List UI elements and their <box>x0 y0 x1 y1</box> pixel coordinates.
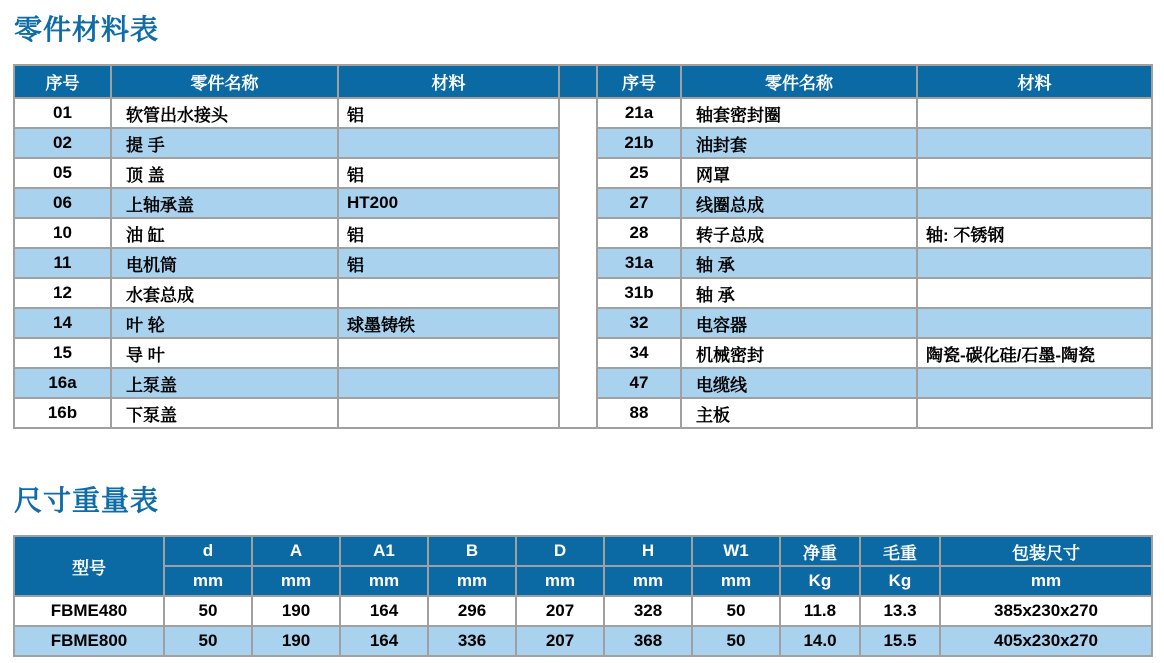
part-no-cell: 05 <box>14 158 111 188</box>
part-material-cell: 陶瓷-碳化硅/石墨-陶瓷 <box>917 338 1152 368</box>
part-no-cell: 12 <box>14 278 111 308</box>
part-material-cell <box>917 98 1152 128</box>
parts-table-header-row <box>14 65 1152 98</box>
separator-cell <box>559 218 597 248</box>
part-material-cell <box>917 128 1152 158</box>
part-material-cell <box>917 308 1152 338</box>
dims-col-label: d <box>164 536 252 566</box>
parts-table-row <box>14 368 1152 398</box>
part-material-cell <box>338 338 559 368</box>
part-material-cell <box>338 398 559 428</box>
col-header-name-right: 零件名称 <box>681 65 917 98</box>
dims-header-units-row <box>14 566 1152 596</box>
col-header-no-right: 序号 <box>597 65 681 98</box>
part-material-cell <box>917 158 1152 188</box>
parts-table-title: 零件材料表 <box>14 14 160 45</box>
value-cell: 328 <box>604 596 692 626</box>
separator-cell <box>559 278 597 308</box>
part-name-cell: 转子总成 <box>681 218 917 248</box>
part-material-cell: 铝 <box>338 98 559 128</box>
part-name-cell: 电缆线 <box>681 368 917 398</box>
part-material-cell <box>917 248 1152 278</box>
part-name-cell: 叶 轮 <box>111 308 338 338</box>
part-name-cell: 软管出水接头 <box>111 98 338 128</box>
col-header-name-left: 零件名称 <box>111 65 338 98</box>
model-cell: FBME800 <box>14 626 164 656</box>
part-no-cell: 34 <box>597 338 681 368</box>
value-cell: 368 <box>604 626 692 656</box>
part-material-cell <box>338 278 559 308</box>
value-cell: 50 <box>692 596 780 626</box>
part-no-cell: 47 <box>597 368 681 398</box>
part-material-cell: 铝 <box>338 218 559 248</box>
part-no-cell: 32 <box>597 308 681 338</box>
value-cell: 13.3 <box>860 596 940 626</box>
col-header-model: 型号 <box>14 536 164 596</box>
parts-table-row <box>14 188 1152 218</box>
dims-col-unit: Kg <box>780 566 860 596</box>
value-cell: 190 <box>252 596 340 626</box>
part-name-cell: 水套总成 <box>111 278 338 308</box>
dims-col-label: B <box>428 536 516 566</box>
dims-col-label: 包装尺寸 <box>940 536 1152 566</box>
part-material-cell <box>917 398 1152 428</box>
value-cell: 296 <box>428 596 516 626</box>
separator-cell <box>559 248 597 278</box>
part-no-cell: 31b <box>597 278 681 308</box>
part-name-cell: 轴 承 <box>681 278 917 308</box>
part-no-cell: 10 <box>14 218 111 248</box>
parts-table-row <box>14 338 1152 368</box>
parts-table-row <box>14 398 1152 428</box>
part-no-cell: 88 <box>597 398 681 428</box>
value-cell: 164 <box>340 596 428 626</box>
dims-col-label: D <box>516 536 604 566</box>
part-material-cell <box>338 128 559 158</box>
separator-cell <box>559 128 597 158</box>
value-cell: 190 <box>252 626 340 656</box>
part-material-cell: 球墨铸铁 <box>338 308 559 338</box>
value-cell: 50 <box>164 626 252 656</box>
part-no-cell: 16a <box>14 368 111 398</box>
part-material-cell: 轴: 不锈钢 <box>917 218 1152 248</box>
parts-material-table <box>13 64 1153 429</box>
model-cell: FBME480 <box>14 596 164 626</box>
separator-cell <box>559 188 597 218</box>
col-header-no-left: 序号 <box>14 65 111 98</box>
dims-col-unit: mm <box>164 566 252 596</box>
dims-col-label: W1 <box>692 536 780 566</box>
part-no-cell: 11 <box>14 248 111 278</box>
part-name-cell: 油 缸 <box>111 218 338 248</box>
separator-cell <box>559 98 597 128</box>
part-no-cell: 14 <box>14 308 111 338</box>
part-material-cell: 铝 <box>338 248 559 278</box>
dimensions-weight-table <box>13 535 1153 657</box>
value-cell: 164 <box>340 626 428 656</box>
part-name-cell: 电容器 <box>681 308 917 338</box>
part-no-cell: 15 <box>14 338 111 368</box>
value-cell: 14.0 <box>780 626 860 656</box>
dims-col-label: A <box>252 536 340 566</box>
part-no-cell: 31a <box>597 248 681 278</box>
part-name-cell: 线圈总成 <box>681 188 917 218</box>
part-name-cell: 提 手 <box>111 128 338 158</box>
part-name-cell: 下泵盖 <box>111 398 338 428</box>
part-no-cell: 02 <box>14 128 111 158</box>
part-name-cell: 导 叶 <box>111 338 338 368</box>
separator-column-header <box>559 65 597 98</box>
dims-col-unit: mm <box>604 566 692 596</box>
parts-table-row <box>14 308 1152 338</box>
part-no-cell: 06 <box>14 188 111 218</box>
dims-col-unit: mm <box>428 566 516 596</box>
dims-col-unit: mm <box>516 566 604 596</box>
separator-cell <box>559 368 597 398</box>
part-name-cell: 上轴承盖 <box>111 188 338 218</box>
separator-cell <box>559 338 597 368</box>
part-material-cell <box>338 368 559 398</box>
parts-table-row <box>14 158 1152 188</box>
part-name-cell: 主板 <box>681 398 917 428</box>
value-cell: 336 <box>428 626 516 656</box>
part-material-cell <box>917 188 1152 218</box>
dims-table-body <box>14 596 1152 656</box>
part-no-cell: 27 <box>597 188 681 218</box>
dims-col-label: 毛重 <box>860 536 940 566</box>
part-no-cell: 28 <box>597 218 681 248</box>
dims-col-label: A1 <box>340 536 428 566</box>
part-material-cell <box>917 278 1152 308</box>
value-cell: 405x230x270 <box>940 626 1152 656</box>
part-name-cell: 顶 盖 <box>111 158 338 188</box>
dims-col-unit: mm <box>940 566 1152 596</box>
value-cell: 207 <box>516 596 604 626</box>
dims-table-row <box>14 626 1152 656</box>
parts-table-row <box>14 248 1152 278</box>
dimensions-table-title: 尺寸重量表 <box>14 485 160 516</box>
dims-col-unit: Kg <box>860 566 940 596</box>
value-cell: 50 <box>164 596 252 626</box>
part-no-cell: 16b <box>14 398 111 428</box>
dims-table-row <box>14 596 1152 626</box>
part-no-cell: 21b <box>597 128 681 158</box>
part-no-cell: 25 <box>597 158 681 188</box>
col-header-material-left: 材料 <box>338 65 559 98</box>
separator-cell <box>559 158 597 188</box>
dims-col-label: 净重 <box>780 536 860 566</box>
part-name-cell: 电机筒 <box>111 248 338 278</box>
dims-col-unit: mm <box>252 566 340 596</box>
part-name-cell: 上泵盖 <box>111 368 338 398</box>
part-material-cell: 铝 <box>338 158 559 188</box>
part-material-cell <box>917 368 1152 398</box>
value-cell: 11.8 <box>780 596 860 626</box>
dims-col-label: H <box>604 536 692 566</box>
dims-header-labels-row <box>14 536 1152 566</box>
part-name-cell: 网罩 <box>681 158 917 188</box>
part-name-cell: 轴 承 <box>681 248 917 278</box>
col-header-material-right: 材料 <box>917 65 1152 98</box>
parts-table-row <box>14 128 1152 158</box>
value-cell: 15.5 <box>860 626 940 656</box>
part-name-cell: 油封套 <box>681 128 917 158</box>
dims-col-unit: mm <box>692 566 780 596</box>
value-cell: 385x230x270 <box>940 596 1152 626</box>
parts-table-row <box>14 218 1152 248</box>
dims-col-unit: mm <box>340 566 428 596</box>
parts-table-row <box>14 278 1152 308</box>
part-name-cell: 轴套密封圈 <box>681 98 917 128</box>
value-cell: 207 <box>516 626 604 656</box>
separator-cell <box>559 398 597 428</box>
part-name-cell: 机械密封 <box>681 338 917 368</box>
part-no-cell: 01 <box>14 98 111 128</box>
parts-table-body <box>14 98 1152 428</box>
parts-table-row <box>14 98 1152 128</box>
separator-cell <box>559 308 597 338</box>
part-material-cell: HT200 <box>338 188 559 218</box>
part-no-cell: 21a <box>597 98 681 128</box>
value-cell: 50 <box>692 626 780 656</box>
